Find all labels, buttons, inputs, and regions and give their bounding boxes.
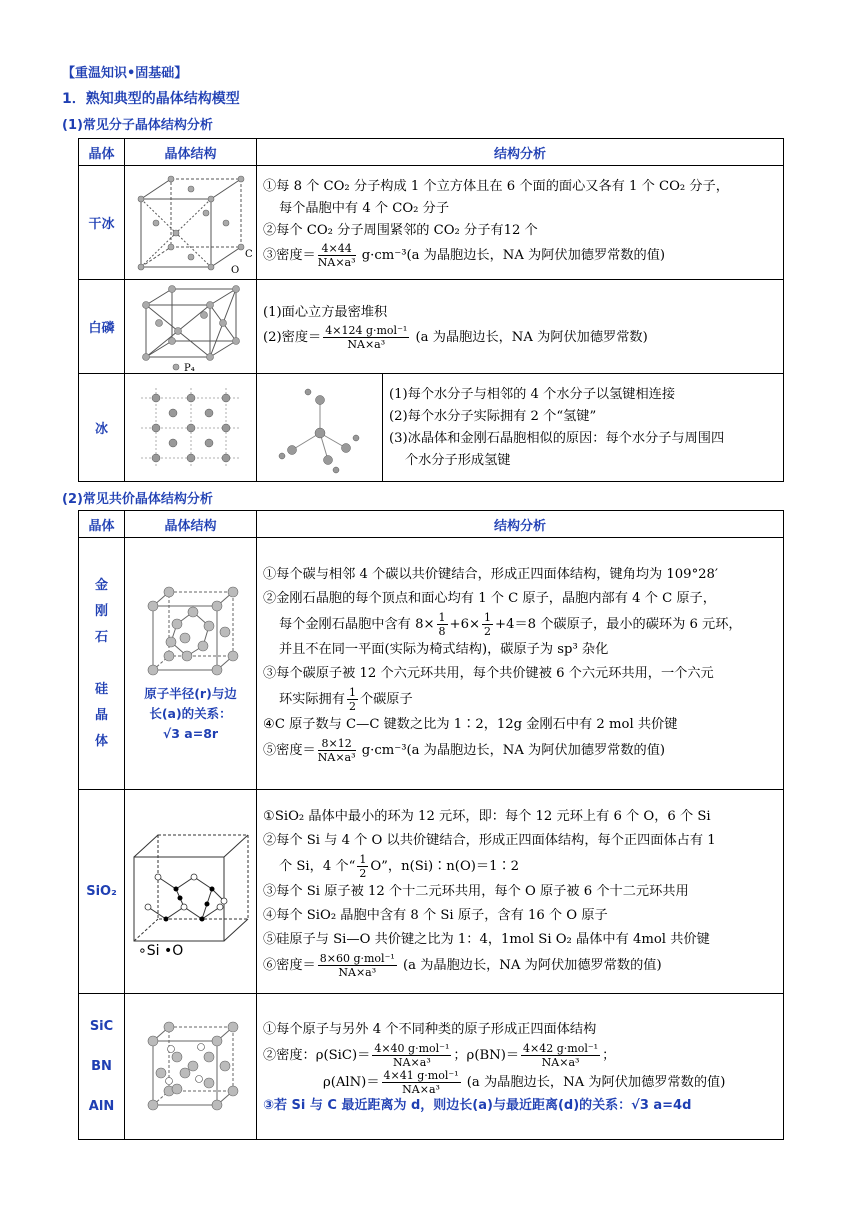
diamond-note-1: 原子半径(r)与边	[144, 685, 237, 701]
dry-ice-analysis	[257, 166, 784, 280]
diamond-image	[125, 538, 257, 790]
white-p-cell-figure	[136, 283, 246, 371]
section-title: 1．熟知典型的晶体结构模型	[62, 91, 240, 107]
col-structure: 晶体结构	[125, 139, 257, 166]
white-p-density: (2)密度＝ $\frac{\text{4×124 g·mol⁻¹}}{\text{NA×a³}}$ (a 为晶胞边长，NA 为阿伏加德罗常数)	[263, 324, 648, 351]
ice-tetra-image	[257, 374, 383, 482]
dry-ice-label-c: C	[244, 248, 253, 260]
dry-ice-cell-figure	[127, 169, 255, 277]
sio2-line-2: ②每个 Si 与 4 个 O 以共价键结合，形成正四面体结构，每个正四面体占有 1	[263, 832, 716, 848]
molecular-crystal-table	[78, 138, 784, 482]
white-p-name: 白磷	[79, 280, 125, 374]
diamond-line-5: ③每个碳原子被 12 个六元环共用，每个共价键被 6 个六元环共用，一个六元	[263, 666, 714, 681]
diamond-name: 金 刚 石 硅 晶 体	[79, 538, 125, 790]
header-tag: 【重温知识•固基础】	[62, 66, 188, 81]
ice-tetra-figure	[270, 378, 370, 478]
sic-image	[125, 994, 257, 1140]
sic-line-4: ③若 Si 与 C 最近距离为 d，则边长(a)与最近距离(d)的关系：√3 a=4d	[263, 1097, 692, 1113]
diamond-line-6: 环实际拥有 $\frac{1}{2}$ 个碳原子	[279, 686, 413, 713]
ice-line-2: (2)每个水分子实际拥有 2 个“氢键”	[389, 408, 597, 424]
sio2-image	[125, 790, 257, 994]
dry-ice-line-1: ①每 8 个 CO₂ 分子构成 1 个立方体且在 6 个面的面心又各有 1 个 CO₂ 分子，	[263, 179, 729, 194]
dry-ice-name: 干冰	[79, 166, 125, 280]
ice-line-1: (1)每个水分子与相邻的 4 个水分子以氢键相连接	[389, 386, 676, 402]
dry-ice-image	[125, 166, 257, 280]
diamond-note-3: √3 a=8r	[162, 725, 219, 741]
sio2-cell-figure	[128, 827, 254, 957]
col-analysis: 结构分析	[257, 139, 784, 166]
diamond-analysis	[257, 538, 784, 790]
dry-ice-line-3: ②每个 CO₂ 分子周围紧邻的 CO₂ 分子有12 个	[263, 223, 538, 238]
dry-ice-density: ③密度＝ $\frac{4\times 44}{\text{NA×a³}}$ g·cm⁻³(a 为晶胞边长，NA 为阿伏加德罗常数的值)	[263, 242, 666, 269]
dry-ice-line-2: 每个晶胞中有 4 个 CO₂ 分子	[279, 201, 450, 216]
sio2-line-5: ④每个 SiO₂ 晶胞中含有 8 个 Si 原子，含有 16 个 O 原子	[263, 907, 608, 923]
white-p-line-1: (1)面心立方最密堆积	[263, 305, 388, 320]
sic-names: SiC BN AlN	[79, 994, 125, 1140]
sic-analysis	[257, 994, 784, 1140]
sic-density-2: ρ(AlN)＝ $\frac{\text{4×41 g·mol⁻¹}}{\text{NA×a³}}$ (a 为晶胞边长，NA 为阿伏加德罗常数的值)	[323, 1068, 726, 1096]
sio2-line-4: ③每个 Si 原子被 12 个十二元环共用，每个 O 原子被 6 个十二元环共用	[263, 883, 689, 899]
col-analysis-2: 结构分析	[257, 511, 784, 538]
covalent-crystal-table	[78, 510, 784, 1140]
sio2-legend: ∘Si •O	[137, 942, 183, 957]
diamond-line-2: ②金刚石晶胞的每个顶点和面心均有 1 个 C 原子，晶胞内部有 4 个 C 原子，	[263, 591, 716, 606]
sio2-line-3: 个 Si，4 个“ $\frac{1}{2}$ O”，n(Si)∶n(O)＝1∶2	[279, 852, 520, 880]
diamond-cell-figure	[141, 584, 241, 684]
ice-name: 冰	[79, 374, 125, 482]
diamond-line-7: ④C 原子数与 C—C 键数之比为 1∶2，12g 金刚石中有 2 mol 共价键	[263, 717, 678, 732]
dry-ice-label-o: O	[230, 264, 239, 276]
diamond-density: ⑤密度＝ $\frac{8\times 12}{\text{NA×a³}}$ g·cm⁻³(a 为晶胞边长，NA 为阿伏加德罗常数的值)	[263, 737, 666, 764]
sic-line-1: ①每个原子与另外 4 个不同种类的原子形成正四面体结构	[263, 1021, 597, 1037]
diamond-line-3: 每个金刚石晶胞中含有 8× $\frac{1}{8}$ +6× $\frac{1}{2}$ +4＝8 个碳原子，最小的碳环为 6 元环，	[279, 611, 742, 638]
col-crystal-2: 晶体	[79, 511, 125, 538]
col-structure-2: 晶体结构	[125, 511, 257, 538]
sio2-name: SiO₂	[79, 790, 125, 994]
sio2-line-6: ⑤硅原子与 Si—O 共价键之比为 1：4，1mol Si O₂ 晶体中有 4mol 共价键	[263, 931, 710, 947]
ice-line-3: (3)冰晶体和金刚石晶胞相似的原因：每个水分子与周围四	[389, 430, 725, 446]
white-p-analysis	[257, 280, 784, 374]
ice-line-4: 个水分子形成氢键	[405, 452, 511, 468]
sic-cell-figure	[141, 1017, 241, 1117]
diamond-note-2: 长(a)的关系：	[149, 705, 232, 721]
diamond-line-1: ①每个碳与相邻 4 个碳以共价键结合，形成正四面体结构，键角均为 109°28′	[263, 567, 718, 582]
ice-lattice-image	[125, 374, 257, 482]
sio2-analysis	[257, 790, 784, 994]
sio2-line-1: ①SiO₂ 晶体中最小的环为 12 元环，即：每个 12 元环上有 6 个 O，6 个 Si	[263, 808, 711, 824]
sic-density-1: ②密度：ρ(SiC)＝ $\frac{\text{4×40 g·mol⁻¹}}{\text{NA×a³}}$ ；ρ(BN)＝ $\frac{\text{4×42 g·mol⁻¹}}{\text{NA×a³}}$ ；	[263, 1041, 616, 1069]
ice-analysis	[383, 374, 784, 482]
subsection-molecular: (1)常见分子晶体结构分析	[62, 118, 213, 133]
white-p-image	[125, 280, 257, 374]
white-p-label: P₄	[183, 362, 195, 371]
col-crystal: 晶体	[79, 139, 125, 166]
subsection-covalent: (2)常见共价晶体结构分析	[62, 492, 213, 507]
diamond-line-4: 并且不在同一平面(实际为椅式结构)，碳原子为 sp³ 杂化	[279, 642, 609, 657]
ice-lattice-figure	[131, 378, 251, 478]
sio2-density: ⑥密度＝ $\frac{\text{8×60 g·mol⁻¹}}{\text{NA×a³}}$ (a 为晶胞边长，NA 为阿伏加德罗常数的值)	[263, 951, 662, 979]
